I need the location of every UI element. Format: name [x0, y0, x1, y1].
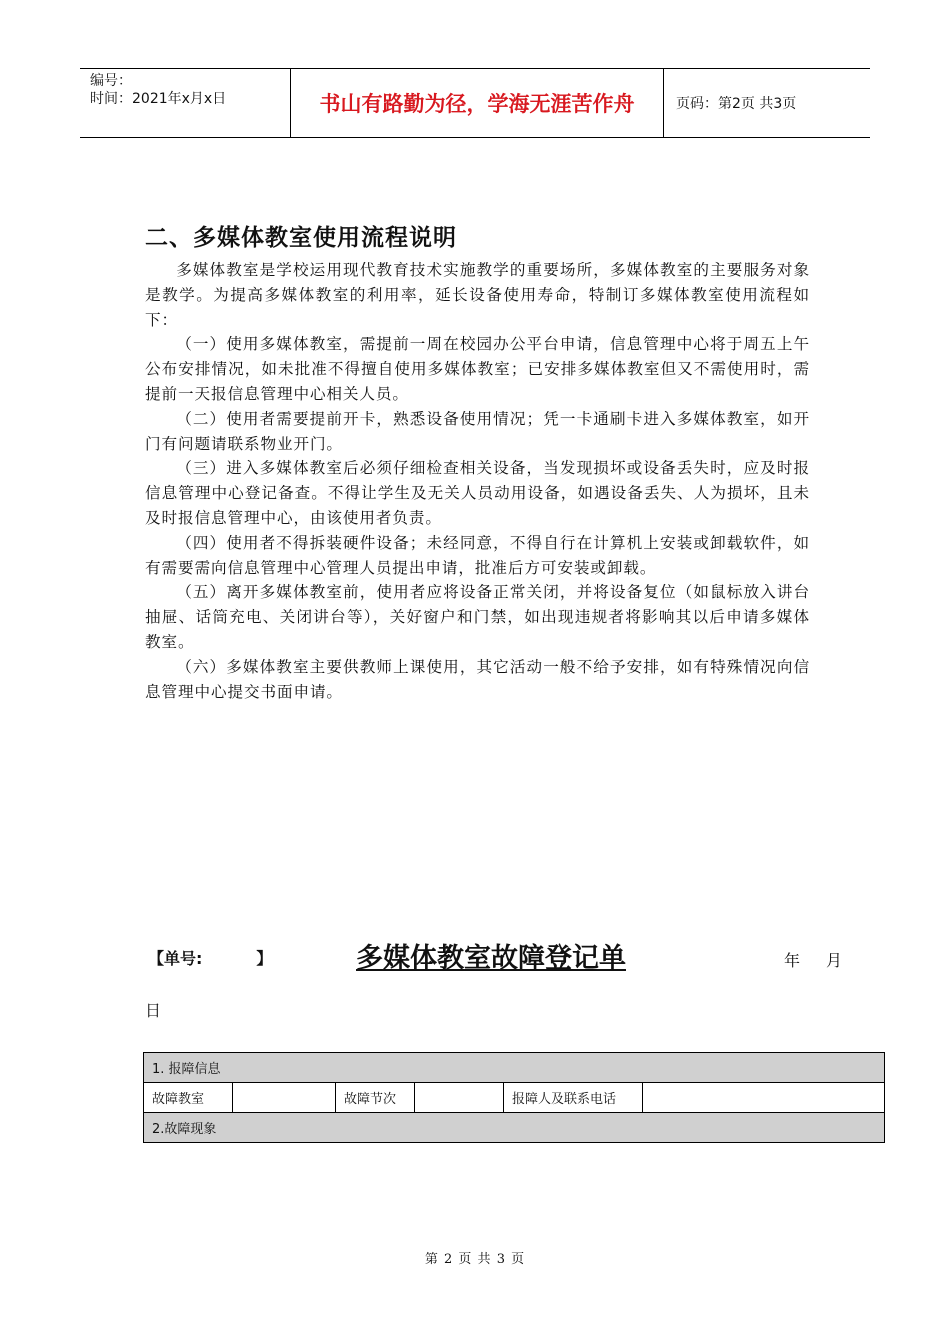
period-field[interactable]	[415, 1083, 504, 1113]
header-motto: 书山有路勤为径，学海无涯苦作舟	[291, 69, 664, 137]
table-section-header	[144, 1053, 885, 1083]
form-title: 多媒体教室故障登记单	[356, 943, 626, 974]
date-label: 时间：2021年x月x日	[90, 91, 227, 107]
reporter-field[interactable]	[643, 1083, 885, 1113]
form-number	[148, 946, 272, 969]
form-number-close: 】	[256, 949, 273, 968]
classroom-label: 故障教室	[144, 1083, 233, 1113]
paragraph-intro: 多媒体教室是学校运用现代教育技术实施教学的重要场所，多媒体教室的主要服务对象是教学。为提高多媒体教室的利用率，延长设备使用寿命，特制订多媒体教室使用流程如下：	[145, 261, 810, 329]
classroom-field[interactable]	[233, 1083, 336, 1113]
form-month-label: 月	[826, 951, 843, 970]
section-report-info: 1. 报障信息	[144, 1053, 885, 1083]
section-body	[145, 258, 810, 704]
paragraph-rule-5: （五）离开多媒体教室前，使用者应将设备正常关闭，并将设备复位（如鼠标放入讲台抽屉、话筒充电、关闭讲台等），关好窗户和门禁，如出现违规者将影响其以后申请多媒体教室。	[145, 583, 810, 651]
table-row	[144, 1083, 885, 1113]
fault-table	[143, 1052, 885, 1143]
paragraph-rule-2: （二）使用者需要提前开卡，熟悉设备使用情况；凭一卡通刷卡进入多媒体教室，如开门有问题请联系物业开门。	[145, 409, 810, 453]
reporter-label: 报障人及联系电话	[504, 1083, 643, 1113]
page-footer: 第 2 页 共 3 页	[424, 1252, 526, 1267]
paragraph-rule-1: （一）使用多媒体教室，需提前一周在校园办公平台申请，信息管理中心将于周五上午公布安排情况，如未批准不得擅自使用多媒体教室；已安排多媒体教室但又不需使用时，需提前一天报信息管理中心相关人员。	[145, 335, 810, 403]
table-section-header	[144, 1113, 885, 1143]
section-fault-symptom: 2.故障现象	[144, 1113, 885, 1143]
form-number-open: 【单号:	[148, 949, 203, 968]
header-page-info: 页码：第2页 共3页	[676, 96, 797, 112]
form-year-label: 年	[784, 951, 801, 970]
form-day-label: 日	[145, 1001, 162, 1020]
period-label: 故障节次	[336, 1083, 415, 1113]
header-meta	[80, 69, 291, 137]
section-title: 二、多媒体教室使用流程说明	[145, 225, 457, 251]
header-table	[80, 68, 870, 138]
paragraph-rule-3: （三）进入多媒体教室后必须仔细检查相关设备，当发现损坏或设备丢失时，应及时报信息管理中心登记备查。不得让学生及无关人员动用设备，如遇设备丢失、人为损坏，且未及时报信息管理中心，由该使用者负责。	[145, 459, 810, 527]
paragraph-rule-6: （六）多媒体教室主要供教师上课使用，其它活动一般不给予安排，如有特殊情况向信息管理中心提交书面申请。	[145, 657, 810, 701]
paragraph-rule-4: （四）使用者不得拆装硬件设备；未经同意，不得自行在计算机上安装或卸载软件，如有需要需向信息管理中心管理人员提出申请，批准后方可安装或卸载。	[145, 533, 810, 577]
number-label: 编号：	[90, 73, 132, 89]
